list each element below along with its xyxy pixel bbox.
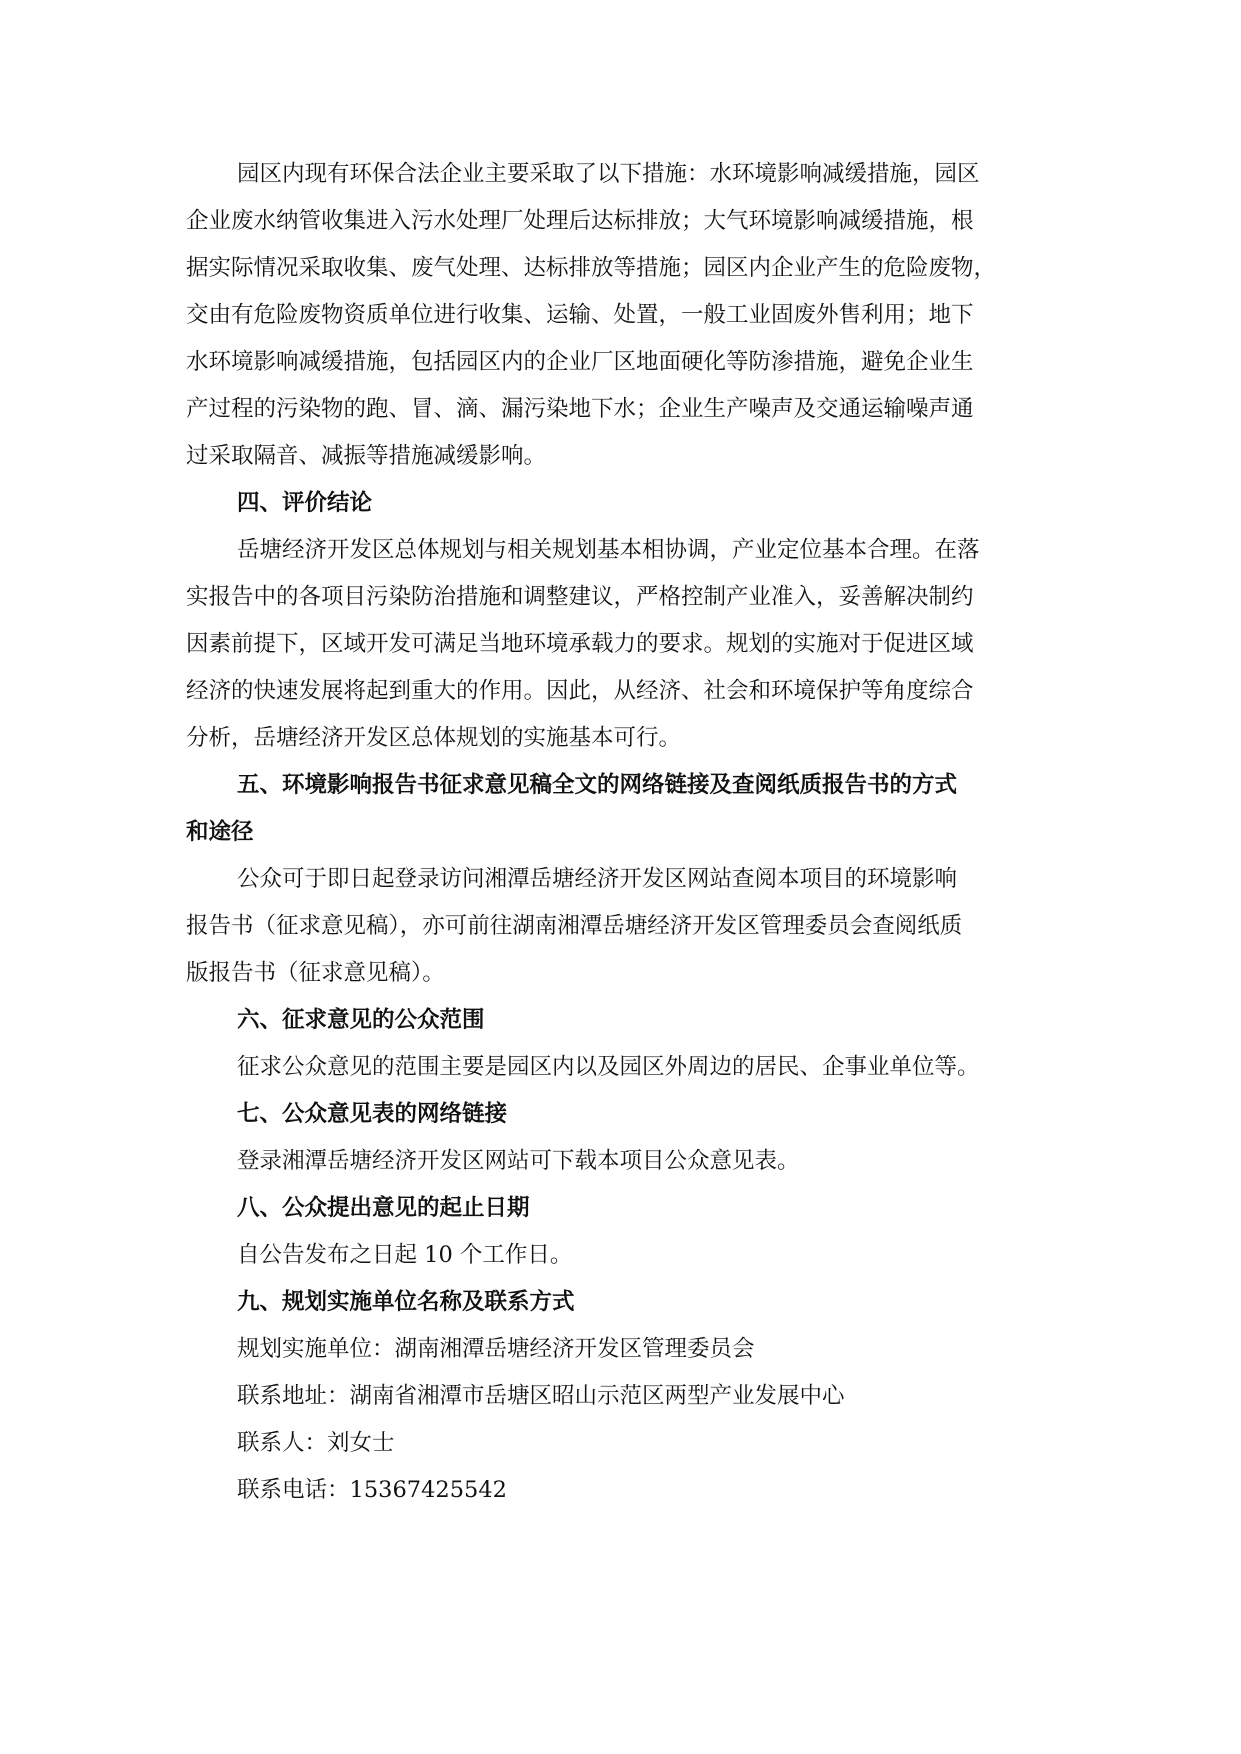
contact-address: 联系地址：湖南省湘潭市岳塘区昭山示范区两型产业发展中心 — [237, 1383, 845, 1409]
paragraph-line: 产过程的污染物的跑、冒、滴、漏污染地下水；企业生产噪声及交通运输噪声通 — [186, 396, 974, 422]
implementing-unit: 规划实施单位：湖南湘潭岳塘经济开发区管理委员会 — [237, 1336, 755, 1362]
paragraph-line: 分析，岳塘经济开发区总体规划的实施基本可行。 — [186, 725, 682, 751]
contact-phone: 联系电话：15367425542 — [237, 1477, 507, 1503]
paragraph-line: 企业废水纳管收集进入污水处理厂处理后达标排放；大气环境影响减缓措施，根 — [186, 208, 974, 234]
paragraph-line: 据实际情况采取收集、废气处理、达标排放等措施；园区内企业产生的危险废物， — [186, 255, 997, 281]
document-body — [186, 151, 1066, 1514]
section-7-heading: 七、公众意见表的网络链接 — [237, 1101, 508, 1127]
public-scope-text: 征求公众意见的范围主要是园区内以及园区外周边的居民、企事业单位等。 — [237, 1054, 980, 1080]
conclusion-paragraph — [186, 527, 1066, 762]
paragraph-line: 水环境影响减缓措施，包括园区内的企业厂区地面硬化等防渗措施，避免企业生 — [186, 349, 974, 375]
paragraph-line: 报告书（征求意见稿），亦可前往湖南湘潭岳塘经济开发区管理委员会查阅纸质 — [186, 913, 963, 939]
paragraph-line: 版报告书（征求意见稿）。 — [186, 960, 445, 986]
opinion-form-text: 登录湘潭岳塘经济开发区网站可下载本项目公众意见表。 — [237, 1148, 800, 1174]
access-paragraph — [186, 856, 1066, 997]
paragraph-line: 交由有危险废物资质单位进行收集、运输、处置，一般工业固废外售利用；地下 — [186, 302, 974, 328]
paragraph-line: 岳塘经济开发区总体规划与相关规划基本相协调，产业定位基本合理。在落 — [237, 537, 980, 563]
paragraph-line: 因素前提下，区域开发可满足当地环境承载力的要求。规划的实施对于促进区域 — [186, 631, 974, 657]
paragraph-line: 公众可于即日起登录访问湘潭岳塘经济开发区网站查阅本项目的环境影响 — [237, 866, 958, 892]
paragraph-line: 经济的快速发展将起到重大的作用。因此，从经济、社会和环境保护等角度综合 — [186, 678, 974, 704]
measures-paragraph — [186, 151, 1066, 480]
opinion-period-text: 自公告发布之日起 10 个工作日。 — [237, 1242, 573, 1268]
paragraph-line: 园区内现有环保合法企业主要采取了以下措施：水环境影响减缓措施，园区 — [237, 161, 980, 187]
section-9-heading: 九、规划实施单位名称及联系方式 — [237, 1289, 575, 1315]
section-8-heading: 八、公众提出意见的起止日期 — [237, 1195, 530, 1221]
section-5-heading: 五、环境影响报告书征求意见稿全文的网络链接及查阅纸质报告书的方式 — [237, 772, 958, 798]
section-6-heading: 六、征求意见的公众范围 — [237, 1007, 485, 1033]
paragraph-line: 过采取隔音、减振等措施减缓影响。 — [186, 443, 547, 469]
section-4-heading: 四、评价结论 — [237, 490, 373, 516]
section-5-heading-continued: 和途径 — [186, 819, 254, 845]
paragraph-line: 实报告中的各项目污染防治措施和调整建议，严格控制产业准入，妥善解决制约 — [186, 584, 974, 610]
contact-person: 联系人：刘女士 — [237, 1430, 395, 1456]
